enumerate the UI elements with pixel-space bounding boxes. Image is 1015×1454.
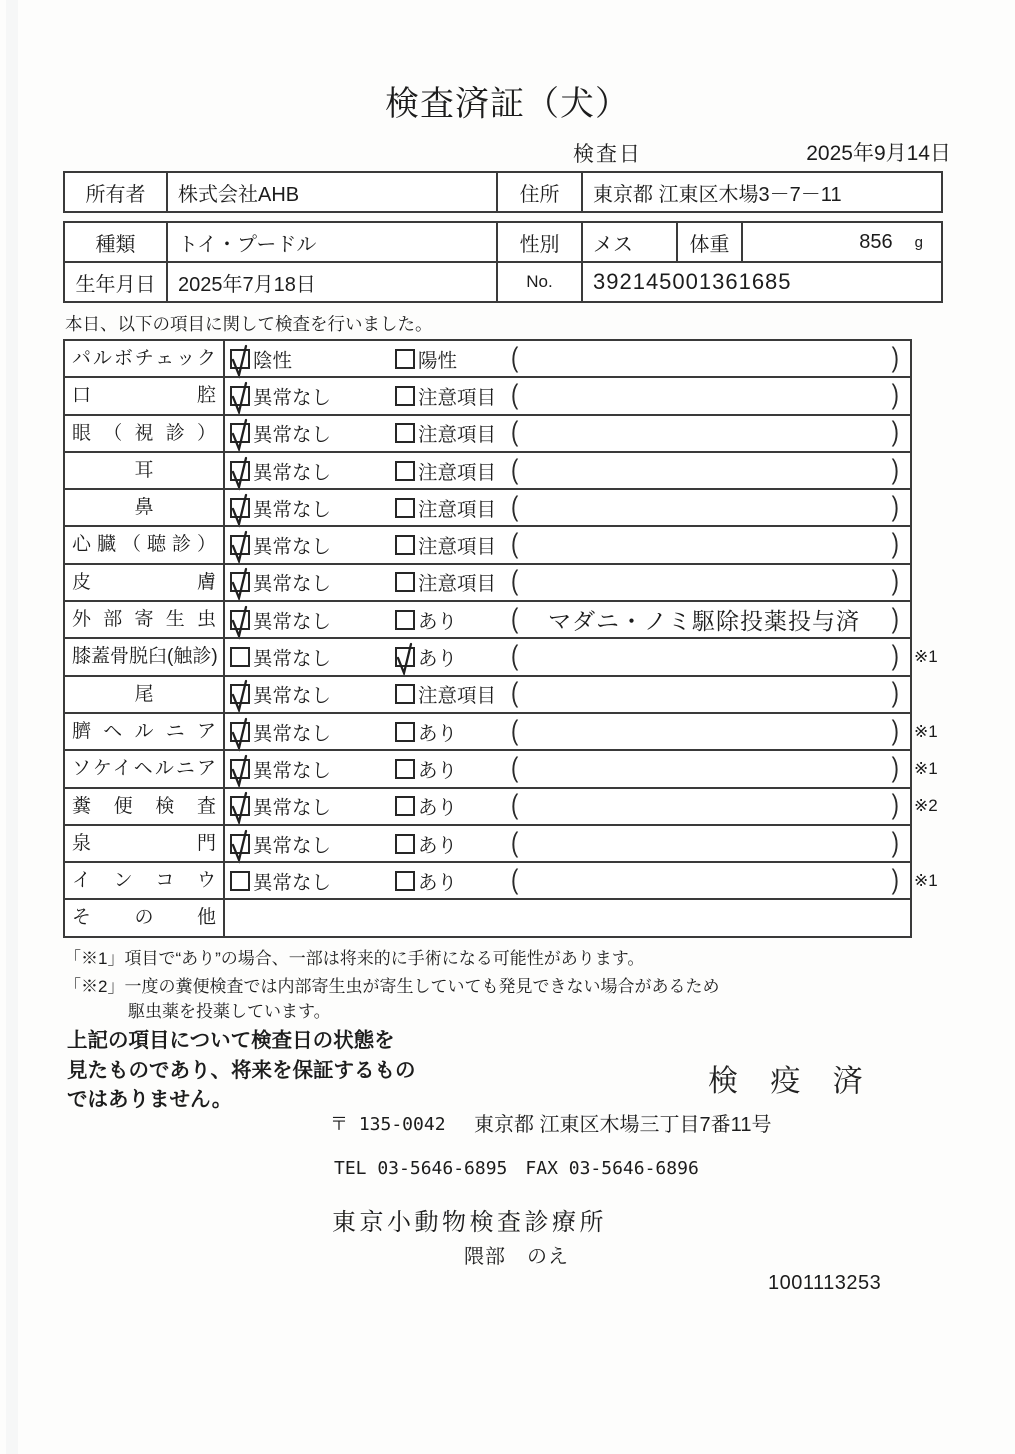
owner-value: 株式会社AHB	[168, 173, 498, 211]
row-option-2	[395, 602, 457, 637]
option-label: 注意項目	[418, 685, 497, 708]
row-option-2	[395, 863, 457, 898]
footnote-1: 「※1」項目で“あり”の場合、一部は将来的に手術になる可能性があります。	[64, 949, 645, 968]
row-option-1	[230, 789, 331, 824]
row-content	[225, 863, 910, 898]
checkmark-icon	[229, 791, 253, 827]
row-label: 泉門	[65, 826, 225, 861]
row-label: 皮膚	[65, 565, 225, 600]
checklist-row	[65, 898, 910, 935]
option-label: あり	[418, 648, 458, 671]
option-label: 異常なし	[253, 722, 332, 745]
option-label: 異常なし	[253, 386, 332, 409]
row-content	[225, 490, 910, 525]
paren-close-icon: )	[891, 751, 899, 783]
checkbox	[395, 647, 415, 667]
checkbox	[395, 759, 415, 779]
row-ref-mark	[914, 677, 956, 712]
row-option-1	[230, 527, 331, 562]
option-label: 異常なし	[253, 685, 332, 708]
breed-value: トイ・プードル	[168, 223, 498, 261]
row-option-2	[395, 341, 457, 376]
paren-open-icon: (	[511, 490, 519, 522]
row-label: 耳	[65, 453, 225, 488]
weight-label: 体重	[678, 223, 743, 261]
paren-open-icon: (	[511, 714, 519, 746]
option-label: 異常なし	[253, 573, 332, 596]
row-option-2	[395, 416, 496, 451]
inspection-date-value: 2025年9月14日	[806, 142, 951, 165]
row-option-2	[395, 677, 496, 712]
quarantine-stamp: 検 疫 済	[708, 1065, 875, 1098]
checkbox	[230, 498, 250, 518]
option-label: 異常なし	[253, 834, 332, 857]
row-option-1	[230, 826, 331, 861]
footnote-2-line2: 駆虫薬を投薬しています。	[128, 1002, 331, 1021]
row-note	[522, 341, 886, 376]
row-content	[225, 341, 910, 376]
checkbox	[230, 349, 250, 369]
row-note	[522, 751, 886, 786]
checkbox	[395, 684, 415, 704]
checkbox	[395, 722, 415, 742]
pet-row-2	[65, 261, 941, 301]
row-option-1	[230, 416, 331, 451]
inspector-name: 隈部 のえ	[464, 1246, 569, 1268]
row-ref-mark	[914, 490, 956, 525]
row-note: マダニ・ノミ駆除投薬投与済	[548, 608, 860, 635]
checklist-row	[65, 451, 910, 488]
option-label: あり	[418, 759, 458, 782]
row-content	[225, 453, 910, 488]
option-label: あり	[418, 722, 458, 745]
option-label: 注意項目	[418, 573, 497, 596]
paren-open-icon: (	[511, 527, 519, 560]
checkbox	[230, 572, 250, 592]
row-note	[522, 378, 886, 413]
paren-open-icon: (	[511, 863, 519, 895]
birthdate-value: 2025年7月18日	[168, 263, 498, 301]
row-ref-mark: ※2	[914, 796, 938, 816]
paren-open-icon: (	[511, 751, 519, 783]
owner-row	[65, 173, 941, 211]
row-ref-mark	[914, 378, 956, 413]
row-option-2	[395, 565, 496, 600]
paren-close-icon: )	[891, 677, 899, 709]
paren-open-icon: (	[511, 826, 519, 858]
option-label: あり	[418, 797, 458, 820]
checkmark-icon	[229, 567, 253, 603]
checkbox	[395, 834, 415, 854]
checkbox	[395, 498, 415, 518]
option-label: 注意項目	[418, 498, 497, 521]
row-ref-mark	[914, 602, 956, 637]
checklist-row	[65, 600, 910, 637]
option-label: 陽性	[418, 349, 458, 372]
disclaimer-line-1: 上記の項目について検査日の状態を	[67, 1029, 395, 1052]
disclaimer-line-3: ではありません。	[67, 1088, 233, 1111]
footnote-2-line1: 「※2」一度の糞便検査では内部寄生虫が寄生していても発見できない場合があるため	[64, 977, 720, 996]
paren-open-icon: (	[511, 602, 519, 634]
row-ref-mark	[914, 453, 956, 488]
checkbox	[230, 535, 250, 555]
paren-close-icon: )	[891, 714, 899, 746]
option-label: あり	[418, 834, 458, 857]
option-label: 異常なし	[253, 871, 332, 894]
option-label: 注意項目	[418, 536, 497, 559]
row-note	[522, 490, 886, 525]
row-option-1	[230, 602, 331, 637]
row-option-2	[395, 378, 496, 413]
checklist-row	[65, 824, 910, 861]
paren-close-icon: )	[891, 602, 899, 634]
checkbox	[230, 684, 250, 704]
option-label: あり	[418, 871, 458, 894]
paren-open-icon: (	[511, 788, 519, 821]
row-option-2	[395, 714, 457, 749]
paren-open-icon: (	[511, 453, 519, 485]
owner-address-value: 東京都 江東区木場3－7－11	[593, 183, 842, 206]
option-label: 異常なし	[253, 648, 332, 671]
owner-info-table	[63, 171, 943, 213]
row-content	[225, 378, 910, 413]
document-code: 1001113253	[768, 1272, 882, 1294]
row-option-2	[395, 751, 457, 786]
option-label: 陰性	[253, 349, 293, 372]
checkbox	[395, 423, 415, 443]
row-note	[522, 527, 886, 562]
row-label: 臍ヘルニア	[65, 714, 225, 749]
birthdate-label: 生年月日	[65, 263, 168, 301]
owner-address-label: 住所	[498, 173, 583, 211]
row-option-1	[230, 341, 292, 376]
row-option-2	[395, 527, 496, 562]
paren-open-icon: (	[511, 565, 519, 597]
paren-close-icon: )	[891, 490, 899, 522]
row-option-1	[230, 863, 331, 898]
checkbox	[230, 759, 250, 779]
option-label: 異常なし	[253, 610, 332, 633]
checkmark-icon	[229, 530, 253, 566]
paren-open-icon: (	[511, 677, 519, 709]
option-label: 注意項目	[418, 461, 497, 484]
row-content	[225, 565, 910, 600]
scan-edge-artifact	[6, 0, 18, 1454]
checkmark-icon	[229, 456, 253, 492]
row-option-1	[230, 490, 331, 525]
option-label: 異常なし	[253, 498, 332, 521]
sex-value: メス	[583, 223, 678, 261]
row-content	[225, 900, 910, 935]
row-content	[225, 527, 910, 562]
row-ref-mark	[914, 416, 956, 451]
checklist-row	[65, 414, 910, 451]
row-label: パルボチェック	[65, 341, 225, 376]
row-note	[522, 789, 886, 824]
weight-value-cell	[743, 223, 941, 261]
checkbox	[230, 647, 250, 667]
checkbox	[395, 610, 415, 630]
row-option-2	[395, 639, 457, 674]
disclaimer-text	[67, 1026, 447, 1115]
checklist-row	[65, 861, 938, 898]
checklist-row	[65, 488, 910, 525]
row-note	[522, 416, 886, 451]
row-ref-mark: ※1	[914, 758, 938, 778]
postal-code: 〒 135-0042	[330, 1114, 446, 1135]
sex-label: 性別	[498, 223, 583, 261]
certificate-number-value: 392145001361685	[593, 269, 792, 294]
paren-close-icon: )	[891, 863, 899, 895]
checkbox	[395, 535, 415, 555]
row-ref-mark	[914, 565, 956, 600]
option-label: 異常なし	[253, 797, 332, 820]
row-ref-mark	[914, 527, 956, 562]
checklist-row	[65, 525, 910, 562]
checkbox	[230, 796, 250, 816]
row-label: その他	[65, 900, 225, 935]
checkmark-icon	[229, 829, 253, 865]
weight-unit: g	[914, 233, 923, 251]
checklist-row	[65, 712, 938, 749]
row-option-2	[395, 826, 457, 861]
checkbox	[230, 386, 250, 406]
paren-close-icon: )	[891, 341, 899, 373]
paren-close-icon: )	[891, 826, 899, 858]
checkmark-icon	[229, 418, 253, 454]
checkbox	[230, 834, 250, 854]
checkbox	[230, 461, 250, 481]
paren-open-icon: (	[511, 378, 519, 410]
row-content	[225, 714, 910, 749]
tel-fax-line	[334, 1158, 699, 1179]
checkmark-icon	[394, 642, 418, 678]
paren-open-icon: (	[511, 639, 519, 671]
checklist-row	[65, 563, 910, 600]
checklist-row	[65, 787, 938, 824]
paren-close-icon: )	[891, 415, 899, 448]
option-label: 異常なし	[253, 424, 332, 447]
owner-label: 所有者	[65, 173, 168, 211]
row-content	[225, 677, 910, 712]
row-content	[225, 789, 910, 824]
option-label: あり	[418, 610, 458, 633]
checklist-row	[65, 749, 938, 786]
checklist-row	[65, 341, 910, 376]
row-content	[225, 826, 910, 861]
row-ref-mark: ※1	[914, 647, 938, 667]
row-note	[522, 863, 886, 898]
pet-row-1	[65, 223, 941, 261]
row-label: インコウ	[65, 863, 225, 898]
row-label: 心臓（聴診）	[65, 527, 225, 562]
paren-close-icon: )	[891, 378, 899, 410]
certificate-number-label: No.	[498, 263, 583, 301]
row-note	[522, 453, 886, 488]
checkmark-icon	[229, 717, 253, 753]
row-content	[225, 602, 910, 637]
checklist-table	[63, 339, 938, 938]
checklist-row	[65, 637, 938, 674]
checklist-row	[65, 376, 910, 413]
weight-value: 856	[859, 230, 893, 253]
pet-info-table	[63, 221, 943, 303]
checkmark-icon	[229, 754, 253, 790]
row-label: ソケイヘルニア	[65, 751, 225, 786]
paren-close-icon: )	[891, 788, 899, 821]
row-label: 糞便検査	[65, 789, 225, 824]
row-label: 尾	[65, 677, 225, 712]
checkbox	[395, 461, 415, 481]
row-option-1	[230, 453, 331, 488]
row-option-1	[230, 677, 331, 712]
checkbox	[395, 386, 415, 406]
checkbox	[395, 871, 415, 891]
row-option-1	[230, 378, 331, 413]
paren-open-icon: (	[511, 341, 519, 373]
paren-close-icon: )	[891, 565, 899, 597]
checkmark-icon	[229, 381, 253, 417]
checkmark-icon	[229, 344, 253, 380]
row-option-2	[395, 490, 496, 525]
checkbox	[395, 572, 415, 592]
checkmark-icon	[229, 493, 253, 529]
option-label: 異常なし	[253, 461, 332, 484]
disclaimer-line-2: 見たものであり、将来を保証するもの	[67, 1058, 416, 1082]
inspection-date-label: 検査日	[573, 143, 642, 166]
paren-close-icon: )	[891, 639, 899, 671]
intro-text: 本日、以下の項目に関して検査を行いました。	[65, 314, 433, 334]
breed-label: 種類	[65, 223, 168, 261]
row-note	[522, 714, 886, 749]
row-label: 外部寄生虫	[65, 602, 225, 637]
row-option-1	[230, 565, 331, 600]
row-note	[522, 826, 886, 861]
row-ref-mark	[914, 341, 956, 376]
tel-number: TEL 03-5646-6895	[334, 1158, 508, 1179]
row-option-2	[395, 453, 496, 488]
paren-close-icon: )	[891, 527, 899, 560]
option-label: 注意項目	[418, 424, 497, 447]
row-note	[522, 677, 886, 712]
row-label: 口腔	[65, 378, 225, 413]
checkmark-icon	[229, 605, 253, 641]
row-content	[225, 639, 910, 674]
row-note	[522, 565, 886, 600]
checkbox	[230, 423, 250, 443]
row-content	[225, 751, 910, 786]
row-option-1	[230, 751, 331, 786]
row-option-1	[230, 714, 331, 749]
row-option-2	[395, 789, 457, 824]
paren-open-icon: (	[511, 415, 519, 448]
checklist-row	[65, 675, 910, 712]
paren-close-icon: )	[891, 453, 899, 485]
checkbox	[230, 722, 250, 742]
option-label: 異常なし	[253, 759, 332, 782]
row-ref-mark	[914, 900, 956, 935]
page-title: 検査済証（犬）	[385, 85, 630, 123]
row-content	[225, 416, 910, 451]
option-label: 異常なし	[253, 536, 332, 559]
row-ref-mark: ※1	[914, 870, 938, 890]
checkbox	[395, 349, 415, 369]
clinic-address: 東京都 江東区木場三丁目7番11号	[474, 1114, 772, 1136]
row-label: 眼（視診）	[65, 416, 225, 451]
checkbox	[395, 796, 415, 816]
row-ref-mark: ※1	[914, 721, 938, 741]
row-label: 膝蓋骨脱臼(触診)	[65, 639, 225, 674]
row-option-1	[230, 639, 331, 674]
clinic-name: 東京小動物検査診療所	[332, 1209, 607, 1236]
option-label: 注意項目	[418, 386, 497, 409]
fax-number: FAX 03-5646-6896	[525, 1158, 699, 1179]
row-note	[522, 639, 886, 674]
row-ref-mark	[914, 826, 956, 861]
checkbox	[230, 610, 250, 630]
row-label: 鼻	[65, 490, 225, 525]
checkmark-icon	[229, 679, 253, 715]
checkbox	[230, 871, 250, 891]
